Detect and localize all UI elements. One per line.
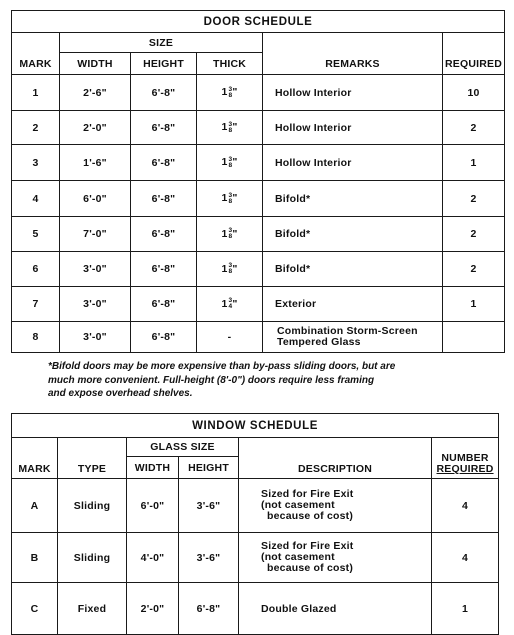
cell-height: 6'-8" (131, 322, 197, 353)
thick-fraction (229, 193, 233, 205)
cell-width: 3'-0" (60, 287, 131, 322)
thick-den: 8 (228, 197, 233, 205)
thick-fraction (229, 228, 233, 240)
cell-thick: 1 3 8 " (197, 145, 263, 181)
cell-required (443, 322, 505, 353)
cell-required: 2 (443, 252, 505, 287)
thick-num: 3 (228, 191, 233, 199)
cell-width: 6'-0" (127, 479, 179, 533)
thick-num: 3 (228, 85, 233, 93)
cell-height: 6'-8" (131, 287, 197, 322)
cell-thick: 1 3 8 " (197, 111, 263, 145)
cell-type: Sliding (58, 479, 127, 533)
thick-whole: 1 (221, 156, 228, 169)
cell-remarks: Bifold* (263, 217, 443, 252)
thick-fraction (229, 122, 233, 134)
cell-mark: C (12, 583, 58, 635)
cell-remarks: Hollow Interior (263, 111, 443, 145)
header-mark: MARK (12, 33, 60, 75)
table-row (12, 181, 505, 217)
cell-height: 6'-8" (131, 181, 197, 217)
cell-mark: 1 (12, 75, 60, 111)
cell-mark: 8 (12, 322, 60, 353)
table-row (12, 533, 499, 583)
table-row (12, 287, 505, 322)
cell-description (239, 479, 432, 533)
cell-required: 1 (443, 287, 505, 322)
thick-den: 8 (228, 91, 233, 99)
window-schedule-title: WINDOW SCHEDULE (12, 414, 499, 438)
cell-type: Sliding (58, 533, 127, 583)
cell-mark: 4 (12, 181, 60, 217)
cell-required: 1 (443, 145, 505, 181)
thick-den: 8 (228, 161, 233, 169)
header-type: TYPE (58, 438, 127, 479)
cell-remarks: Bifold* (263, 252, 443, 287)
thick-num: 3 (228, 227, 233, 235)
footnote: *Bifold doors may be more expensive than by-pass sliding doors, but are much more convenient. Full-height (8'-0") doors require less framing and expose overhead shelves. (48, 361, 396, 399)
header-number: NUMBER (441, 452, 489, 464)
header-height: HEIGHT (131, 53, 197, 75)
header-thick: THICK (197, 53, 263, 75)
cell-width: 3'-0" (60, 252, 131, 287)
table-row (12, 252, 505, 287)
cell-height: 6'-8" (131, 217, 197, 252)
cell-thick: - (197, 322, 263, 353)
thick-whole: 1 (221, 86, 228, 99)
thick-num: 3 (228, 120, 233, 128)
cell-description: Double Glazed (239, 583, 432, 635)
thick-fraction (229, 298, 233, 310)
header-glass-size: GLASS SIZE (127, 438, 239, 457)
table-row (12, 75, 505, 111)
cell-required: 10 (443, 75, 505, 111)
thick-whole: 1 (221, 262, 228, 275)
thick-num: 3 (228, 262, 233, 270)
cell-type: Fixed (58, 583, 127, 635)
cell-required: 4 (432, 533, 499, 583)
thick-num: 3 (228, 155, 233, 163)
cell-width: 6'-0" (60, 181, 131, 217)
cell-width: 7'-0" (60, 217, 131, 252)
header-required: REQUIRED (443, 33, 505, 75)
cell-remarks: Exterior (263, 287, 443, 322)
table-row (12, 479, 499, 533)
thick-fraction (229, 263, 233, 275)
thick-num: 3 (228, 297, 233, 305)
thick-whole: 1 (221, 297, 228, 310)
cell-mark: B (12, 533, 58, 583)
cell-height: 6'-8" (131, 145, 197, 181)
cell-thick: 1 3 4 " (197, 287, 263, 322)
cell-width: 4'-0" (127, 533, 179, 583)
thick-whole: 1 (221, 121, 228, 134)
door-schedule-title: DOOR SCHEDULE (12, 11, 505, 33)
thick-den: 8 (228, 268, 233, 276)
window-schedule-table (11, 413, 499, 635)
cell-thick: 1 3 8 " (197, 217, 263, 252)
cell-description (239, 533, 432, 583)
thick-fraction (229, 157, 233, 169)
header-width: WIDTH (127, 457, 179, 479)
cell-mark: 2 (12, 111, 60, 145)
thick-den: 4 (228, 303, 233, 311)
cell-width: 2'-6" (60, 75, 131, 111)
cell-height: 6'-8" (179, 583, 239, 635)
cell-remarks (263, 322, 443, 353)
cell-height: 6'-8" (131, 252, 197, 287)
cell-thick: 1 3 8 " (197, 181, 263, 217)
cell-remarks: Bifold* (263, 181, 443, 217)
remarks-line: Tempered Glass (277, 336, 361, 348)
header-width: WIDTH (60, 53, 131, 75)
cell-required: 1 (432, 583, 499, 635)
description-line: because of cost) (267, 510, 354, 522)
cell-width: 1'-6" (60, 145, 131, 181)
remarks-line: Combination Storm-Screen (277, 325, 418, 337)
cell-mark: 7 (12, 287, 60, 322)
cell-height: 6'-8" (131, 75, 197, 111)
description-line: (not casement (261, 499, 335, 511)
cell-mark: 6 (12, 252, 60, 287)
table-row (12, 145, 505, 181)
cell-height: 3'-6" (179, 479, 239, 533)
header-required: REQUIRED (436, 463, 494, 475)
thick-den: 8 (228, 126, 233, 134)
table-row (12, 217, 505, 252)
cell-mark: 3 (12, 145, 60, 181)
cell-height: 6'-8" (131, 111, 197, 145)
thick-whole: 1 (221, 192, 228, 205)
thick-fraction (229, 87, 233, 99)
description-line: Sized for Fire Exit (261, 540, 354, 552)
thick-den: 8 (228, 233, 233, 241)
cell-thick: 1 3 8 " (197, 252, 263, 287)
cell-thick: 1 3 8 " (197, 75, 263, 111)
header-height: HEIGHT (179, 457, 239, 479)
cell-mark: 5 (12, 217, 60, 252)
cell-required: 2 (443, 111, 505, 145)
header-mark: MARK (12, 438, 58, 479)
cell-height: 3'-6" (179, 533, 239, 583)
description-line: Sized for Fire Exit (261, 488, 354, 500)
table-row (12, 322, 505, 353)
description-line: (not casement (261, 551, 335, 563)
table-row (12, 111, 505, 145)
cell-remarks: Hollow Interior (263, 145, 443, 181)
description-line: because of cost) (267, 562, 354, 574)
cell-remarks: Hollow Interior (263, 75, 443, 111)
header-remarks: REMARKS (263, 33, 443, 75)
thick-whole: 1 (221, 227, 228, 240)
header-number-required (432, 438, 499, 479)
cell-required: 4 (432, 479, 499, 533)
cell-mark: A (12, 479, 58, 533)
cell-width: 2'-0" (127, 583, 179, 635)
door-schedule-table (11, 10, 505, 353)
cell-width: 2'-0" (60, 111, 131, 145)
cell-required: 2 (443, 181, 505, 217)
cell-width: 3'-0" (60, 322, 131, 353)
header-size: SIZE (60, 33, 263, 53)
cell-required: 2 (443, 217, 505, 252)
header-description: DESCRIPTION (239, 438, 432, 479)
